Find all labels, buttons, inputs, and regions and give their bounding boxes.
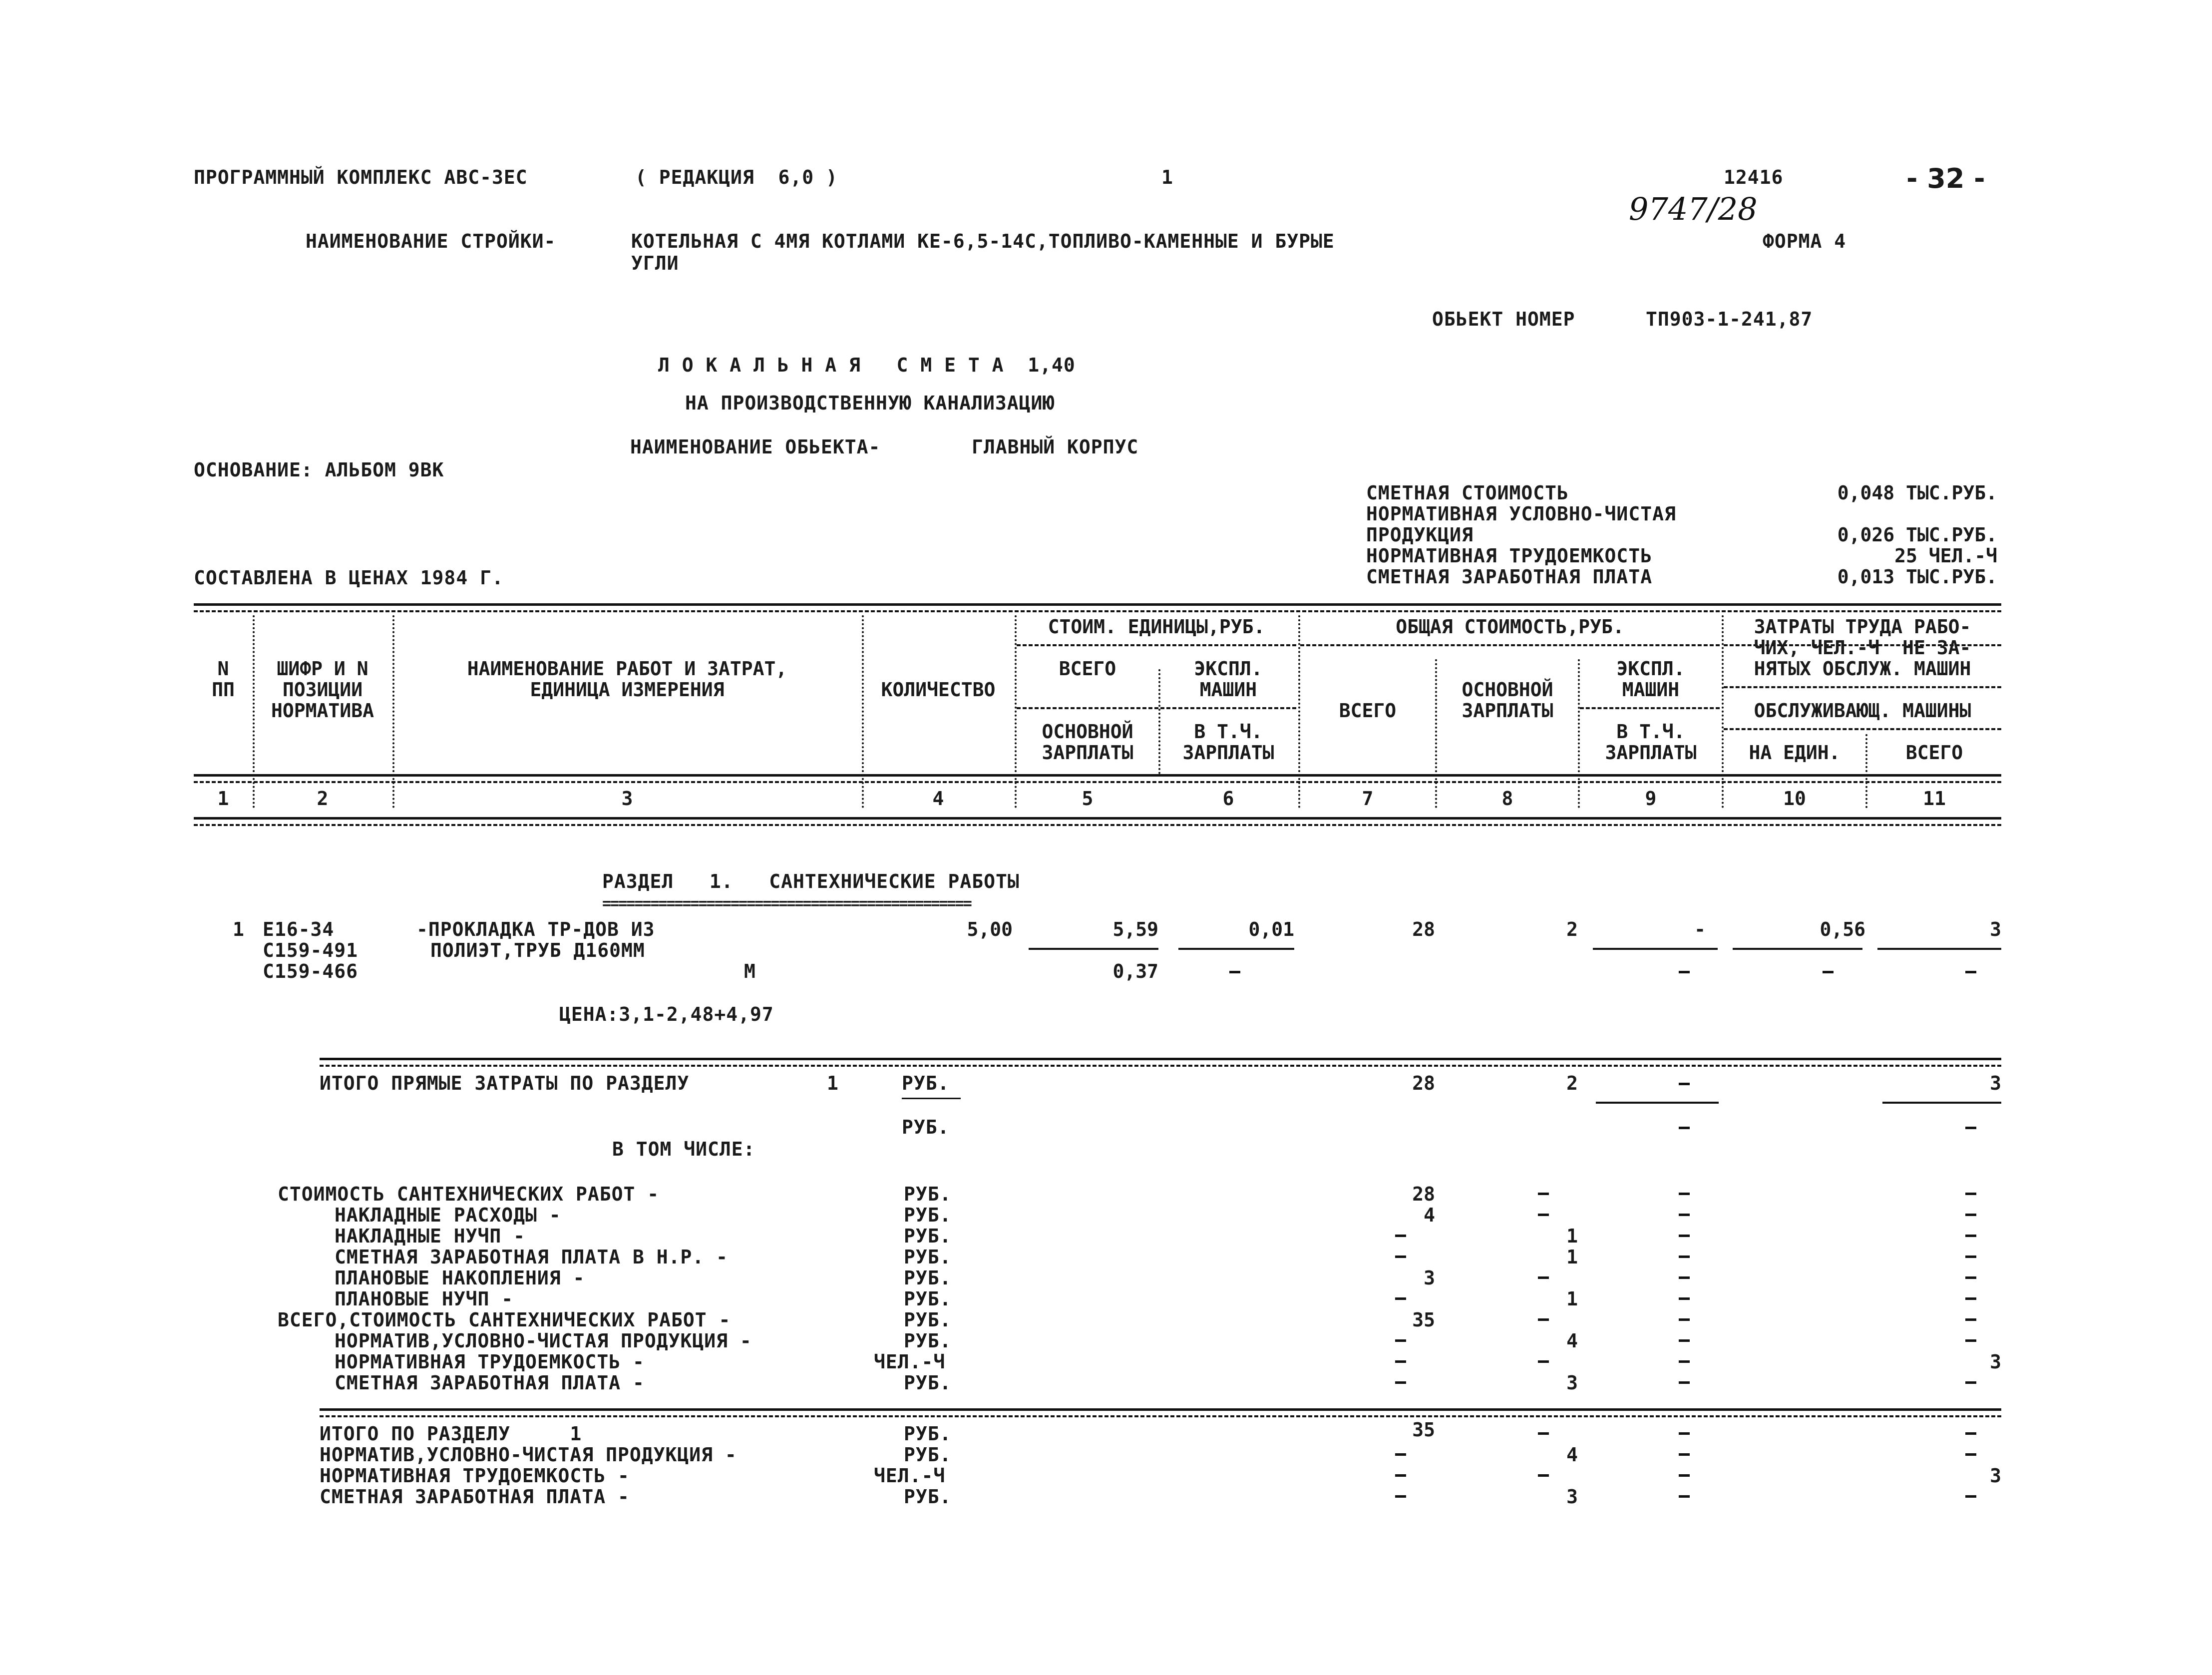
cell-rule	[1178, 948, 1294, 950]
edition: ( РЕДАКЦИЯ 6,0 )	[635, 166, 838, 188]
empty-value-dash	[1538, 1360, 1549, 1363]
header-divider	[1580, 707, 1720, 709]
cell-rule	[902, 1098, 961, 1099]
empty-value-dash	[1965, 1127, 1976, 1129]
breakdown-unit: РУБ.	[904, 1372, 952, 1394]
col-number: 10	[1783, 788, 1806, 810]
page-number: - 32 -	[1906, 163, 1985, 194]
col10-header: НА ЕДИН.	[1749, 742, 1841, 764]
empty-value-dash	[1965, 1339, 1976, 1342]
labor-header: ЗАТРАТЫ ТРУДА РАБО-	[1754, 616, 1971, 638]
empty-value-dash	[1395, 1381, 1406, 1384]
cell-rule	[1877, 948, 2001, 950]
empty-value-dash	[1679, 1214, 1690, 1216]
empty-value-dash	[1679, 1339, 1690, 1342]
empty-value-dash	[1679, 1256, 1690, 1258]
empty-value-dash	[1965, 1214, 1976, 1216]
header-divider	[1300, 644, 1720, 646]
col-number: 1	[217, 788, 229, 810]
summary-product-label: НОРМАТИВНАЯ УСЛОВНО-ЧИСТАЯ	[1366, 503, 1676, 525]
construction-name-cont: УГЛИ	[631, 252, 679, 274]
item-unit-machines: 0,01	[1248, 918, 1294, 940]
empty-value-dash	[1538, 1193, 1549, 1195]
totals-rule	[320, 1408, 2001, 1411]
cell-rule	[1029, 948, 1158, 950]
col-number: 9	[1645, 788, 1657, 810]
breakdown-labor: 3	[1990, 1351, 2001, 1373]
totals-label: НОРМАТИВ,УСЛОВНО-ЧИСТАЯ ПРОДУКЦИЯ -	[320, 1444, 737, 1466]
direct-costs-wage: 2	[1566, 1072, 1578, 1094]
breakdown-unit: РУБ.	[904, 1183, 952, 1205]
empty-value-dash	[1679, 1474, 1690, 1477]
summary-product-value: 0,026 ТЫС.РУБ.	[1837, 524, 1997, 546]
breakdown-unit: РУБ.	[904, 1204, 952, 1226]
direct-costs-rule	[320, 1058, 2001, 1060]
col-separator	[392, 615, 394, 808]
table-top-rule	[194, 603, 2001, 606]
unit-cost-header: СТОИМ. ЕДИНИЦЫ,РУБ.	[1048, 616, 1265, 638]
empty-value-dash	[1965, 1276, 1976, 1279]
totals-label: СМЕТНАЯ ЗАРАБОТНАЯ ПЛАТА -	[320, 1486, 630, 1508]
cell-rule	[1593, 948, 1718, 950]
empty-value-dash	[1395, 1453, 1406, 1456]
cell-rule	[1733, 948, 1862, 950]
empty-value-dash	[1538, 1318, 1549, 1321]
program-name: ПРОГРАММНЫЙ КОМПЛЕКС АВС-3ЕС	[194, 166, 528, 188]
col9-header-wage: В Т.Ч.	[1616, 721, 1685, 743]
totals-labor: 3	[1990, 1465, 2001, 1487]
col2-header-cont: НОРМАТИВА	[271, 700, 374, 722]
col11-header: ВСЕГО	[1905, 742, 1963, 764]
empty-value-dash	[1965, 1256, 1976, 1258]
col-number: 7	[1362, 788, 1374, 810]
empty-value-dash	[1679, 1453, 1690, 1456]
document-title: Л О К А Л Ь Н А Я С М Е Т А 1,40	[658, 354, 1076, 376]
empty-value-dash	[1538, 1214, 1549, 1216]
numbers-bottom-rule-dashed	[194, 824, 2001, 826]
empty-value-dash	[1965, 1297, 1976, 1300]
section-underline: ==============================================	[602, 895, 971, 912]
empty-value-dash	[1679, 1297, 1690, 1300]
breakdown-label: СМЕТНАЯ ЗАРАБОТНАЯ ПЛАТА -	[335, 1372, 645, 1394]
col5-header-wage: ОСНОВНОЙ	[1042, 721, 1133, 743]
totals-unit: ЧЕЛ.-Ч	[874, 1465, 946, 1487]
breakdown-wage: 1	[1566, 1246, 1578, 1268]
item-unit: М	[744, 960, 756, 982]
breakdown-wage: 4	[1566, 1330, 1578, 1352]
col-number: 4	[932, 788, 944, 810]
item-number: 1	[233, 918, 245, 940]
header-divider	[1724, 728, 2001, 730]
empty-value-dash	[1395, 1339, 1406, 1342]
breakdown-label: НАКЛАДНЫЕ НУЧП -	[335, 1225, 526, 1247]
breakdown-label: ПЛАНОВЫЕ НУЧП -	[335, 1288, 514, 1310]
col1-header-cont: ПП	[212, 679, 235, 701]
empty-value-dash	[1395, 1297, 1406, 1300]
table-top-rule-dashed	[194, 610, 2001, 612]
col1-header: N	[217, 658, 229, 680]
empty-value-dash	[1679, 1083, 1690, 1085]
direct-costs-label: ИТОГО ПРЯМЫЕ ЗАТРАТЫ ПО РАЗДЕЛУ	[320, 1072, 690, 1094]
totals-total: 35	[1412, 1419, 1435, 1441]
item-name: -ПРОКЛАДКА ТР-ДОВ ИЗ	[416, 918, 655, 940]
basis: ОСНОВАНИЕ: АЛЬБОМ 9ВК	[194, 459, 444, 481]
empty-value-dash	[1229, 971, 1240, 973]
empty-value-dash	[1965, 1193, 1976, 1195]
price-formula: ЦЕНА:3,1-2,48+4,97	[559, 1003, 774, 1025]
item-quantity: 5,00	[967, 918, 1013, 940]
empty-value-dash	[1965, 1432, 1976, 1435]
breakdown-total: 35	[1412, 1309, 1435, 1331]
item-name-cont: ПОЛИЭТ,ТРУБ Д160ММ	[430, 939, 645, 961]
document-subtitle: НА ПРОИЗВОДСТВЕННУЮ КАНАЛИЗАЦИЮ	[685, 392, 1055, 414]
col-number: 11	[1923, 788, 1946, 810]
numbers-bottom-rule	[194, 817, 2001, 820]
total-cost-header: ОБЩАЯ СТОИМОСТЬ,РУБ.	[1396, 616, 1624, 638]
empty-value-dash	[1395, 1256, 1406, 1258]
direct-costs-unit: РУБ.	[902, 1116, 950, 1138]
empty-value-dash	[1679, 1495, 1690, 1498]
col6-header: ЭКСПЛ.	[1194, 658, 1263, 680]
handwritten-note: 9747/28	[1629, 191, 1758, 227]
item-unit-wage: 0,37	[1112, 960, 1158, 982]
breakdown-unit: РУБ.	[904, 1246, 952, 1268]
col-separator	[862, 615, 864, 808]
direct-costs-rule-dashed	[320, 1065, 2001, 1067]
item-unit-total: 5,59	[1112, 918, 1158, 940]
direct-costs-unit: РУБ.	[902, 1072, 950, 1094]
breakdown-unit: РУБ.	[904, 1330, 952, 1352]
item-labor-total: 3	[1990, 918, 2001, 940]
header-divider	[1724, 686, 2001, 688]
summary-product-label-cont: ПРОДУКЦИЯ	[1366, 524, 1474, 546]
breakdown-label: СТОИМОСТЬ САНТЕХНИЧЕСКИХ РАБОТ -	[278, 1183, 660, 1205]
empty-value-dash	[1538, 1474, 1549, 1477]
summary-cost-label: СМЕТНАЯ СТОИМОСТЬ	[1366, 482, 1569, 504]
empty-value-dash	[1679, 1381, 1690, 1384]
col8-header-cont: ЗАРПЛАТЫ	[1462, 700, 1553, 722]
section-title: РАЗДЕЛ 1. САНТЕХНИЧЕСКИЕ РАБОТЫ	[602, 870, 1020, 892]
col2-header: ШИФР И N	[277, 658, 369, 680]
summary-wage-value: 0,013 ТЫС.РУБ.	[1837, 566, 1997, 588]
breakdown-unit: РУБ.	[904, 1309, 952, 1331]
col-number: 2	[317, 788, 329, 810]
breakdown-unit: РУБ.	[904, 1267, 952, 1289]
object-name-label: НАИМЕНОВАНИЕ ОБЬЕКТА-	[630, 436, 881, 458]
empty-value-dash	[1965, 971, 1976, 973]
empty-value-dash	[1679, 1318, 1690, 1321]
item-labor-unit: 0,56	[1820, 918, 1865, 940]
empty-value-dash	[1965, 1235, 1976, 1237]
labor-header-cont: НЯТЫХ ОБСЛУЖ. МАШИН	[1754, 658, 1971, 680]
col2-header-cont: ПОЗИЦИИ	[282, 679, 363, 701]
breakdown-label: НАКЛАДНЫЕ РАСХОДЫ -	[335, 1204, 561, 1226]
col-number: 6	[1222, 788, 1234, 810]
empty-value-dash	[1823, 971, 1834, 973]
direct-costs-section-no: 1	[827, 1072, 839, 1094]
breakdown-total: 28	[1412, 1183, 1435, 1205]
totals-unit: РУБ.	[904, 1486, 952, 1508]
empty-value-dash	[1965, 1495, 1976, 1498]
cell-rule	[1882, 1102, 2001, 1104]
construction-name: КОТЕЛЬНАЯ С 4МЯ КОТЛАМИ КЕ-6,5-14С,ТОПЛИВО-КАМЕННЫЕ И БУРЫЕ	[631, 230, 1335, 252]
col3-header-cont: ЕДИНИЦА ИЗМЕРЕНИЯ	[530, 679, 725, 701]
empty-value-dash	[1538, 1432, 1549, 1435]
empty-value-dash	[1395, 1360, 1406, 1363]
empty-value-dash	[1965, 1381, 1976, 1384]
breakdown-label: НОРМАТИВНАЯ ТРУДОЕМКОСТЬ -	[335, 1351, 645, 1373]
empty-value-dash	[1679, 1432, 1690, 1435]
item-total: 28	[1412, 918, 1435, 940]
col7-header: ВСЕГО	[1339, 700, 1397, 722]
direct-costs-total: 28	[1412, 1072, 1435, 1094]
breakdown-unit: РУБ.	[904, 1288, 952, 1310]
construction-label: НАИМЕНОВАНИЕ СТРОЙКИ-	[306, 230, 556, 252]
col8-header: ОСНОВНОЙ	[1462, 679, 1553, 701]
header-divider	[1017, 707, 1296, 709]
sheet-number: 1	[1161, 166, 1173, 188]
totals-unit: РУБ.	[904, 1444, 952, 1466]
item-machines: -	[1694, 918, 1706, 940]
cell-rule	[1596, 1102, 1719, 1104]
empty-value-dash	[1679, 971, 1690, 973]
including-label: В ТОМ ЧИСЛЕ:	[612, 1138, 755, 1160]
item-code: С159-466	[263, 960, 359, 982]
breakdown-unit: ЧЕЛ.-Ч	[874, 1351, 946, 1373]
labor-header-cont: ЧИХ, ЧЕЛ.-Ч НЕ ЗА-	[1754, 637, 1971, 659]
price-basis: СОСТАВЛЕНА В ЦЕНАХ 1984 Г.	[194, 567, 504, 589]
breakdown-unit: РУБ.	[904, 1225, 952, 1247]
empty-value-dash	[1395, 1495, 1406, 1498]
col-number: 5	[1082, 788, 1094, 810]
header-bottom-rule	[194, 774, 2001, 777]
empty-value-dash	[1395, 1474, 1406, 1477]
breakdown-label: НОРМАТИВ,УСЛОВНО-ЧИСТАЯ ПРОДУКЦИЯ -	[335, 1330, 752, 1352]
totals-unit: РУБ.	[904, 1423, 952, 1445]
col3-header: НАИМЕНОВАНИЕ РАБОТ И ЗАТРАТ,	[467, 658, 787, 680]
breakdown-wage: 1	[1566, 1288, 1578, 1310]
totals-wage: 4	[1566, 1444, 1578, 1466]
item-wage: 2	[1566, 918, 1578, 940]
direct-costs-labor: 3	[1990, 1072, 2001, 1094]
document-code: 12416	[1724, 166, 1784, 188]
empty-value-dash	[1965, 1453, 1976, 1456]
form-label: ФОРМА 4	[1763, 230, 1846, 252]
summary-wage-label: СМЕТНАЯ ЗАРАБОТНАЯ ПЛАТА	[1366, 566, 1653, 588]
col9-header-cont: МАШИН	[1622, 679, 1680, 701]
empty-value-dash	[1965, 1318, 1976, 1321]
empty-value-dash	[1679, 1235, 1690, 1237]
empty-value-dash	[1395, 1235, 1406, 1237]
empty-value-dash	[1679, 1360, 1690, 1363]
col6-header-wage-cont: ЗАРПЛАТЫ	[1182, 742, 1274, 764]
summary-cost-value: 0,048 ТЫС.РУБ.	[1837, 482, 1997, 504]
breakdown-total: 3	[1424, 1267, 1435, 1289]
header-divider	[1017, 644, 1296, 646]
empty-value-dash	[1538, 1276, 1549, 1279]
totals-wage: 3	[1566, 1486, 1578, 1508]
col4-header: КОЛИЧЕСТВО	[881, 679, 996, 701]
breakdown-wage: 1	[1566, 1225, 1578, 1247]
totals-label: НОРМАТИВНАЯ ТРУДОЕМКОСТЬ -	[320, 1465, 630, 1487]
totals-rule-dashed	[320, 1415, 2001, 1417]
summary-labor-value: 25 ЧЕЛ.-Ч	[1894, 545, 1997, 567]
col-number: 8	[1501, 788, 1513, 810]
col6-header-cont: МАШИН	[1199, 679, 1257, 701]
col6-header-wage: В Т.Ч.	[1194, 721, 1263, 743]
breakdown-total: 4	[1424, 1204, 1435, 1226]
breakdown-label: СМЕТНАЯ ЗАРАБОТНАЯ ПЛАТА В Н.Р. -	[335, 1246, 728, 1268]
breakdown-label: ПЛАНОВЫЕ НАКОПЛЕНИЯ -	[335, 1267, 585, 1289]
totals-label: ИТОГО ПО РАЗДЕЛУ 1	[320, 1423, 582, 1445]
empty-value-dash	[1679, 1193, 1690, 1195]
breakdown-label: ВСЕГО,СТОИМОСТЬ САНТЕХНИЧЕСКИХ РАБОТ -	[278, 1309, 731, 1331]
col5-header-wage-cont: ЗАРПЛАТЫ	[1042, 742, 1133, 764]
breakdown-wage: 3	[1566, 1372, 1578, 1394]
col5-header: ВСЕГО	[1059, 658, 1116, 680]
empty-value-dash	[1679, 1127, 1690, 1129]
summary-labor-label: НОРМАТИВНАЯ ТРУДОЕМКОСТЬ	[1366, 545, 1653, 567]
object-name: ГЛАВНЫЙ КОРПУС	[972, 436, 1139, 458]
header-bottom-rule-dashed	[194, 781, 2001, 783]
col9-header: ЭКСПЛ.	[1616, 658, 1685, 680]
object-number: ТП903-1-241,87	[1646, 308, 1813, 330]
col-number: 3	[621, 788, 633, 810]
item-code: С159-491	[263, 939, 359, 961]
object-number-label: ОБЬЕКТ НОМЕР	[1432, 308, 1575, 330]
empty-value-dash	[1679, 1276, 1690, 1279]
labor-machines-header: ОБСЛУЖИВАЮЩ. МАШИНЫ	[1754, 700, 1971, 722]
col9-header-wage-cont: ЗАРПЛАТЫ	[1605, 742, 1697, 764]
item-code: Е16-34	[263, 918, 335, 940]
